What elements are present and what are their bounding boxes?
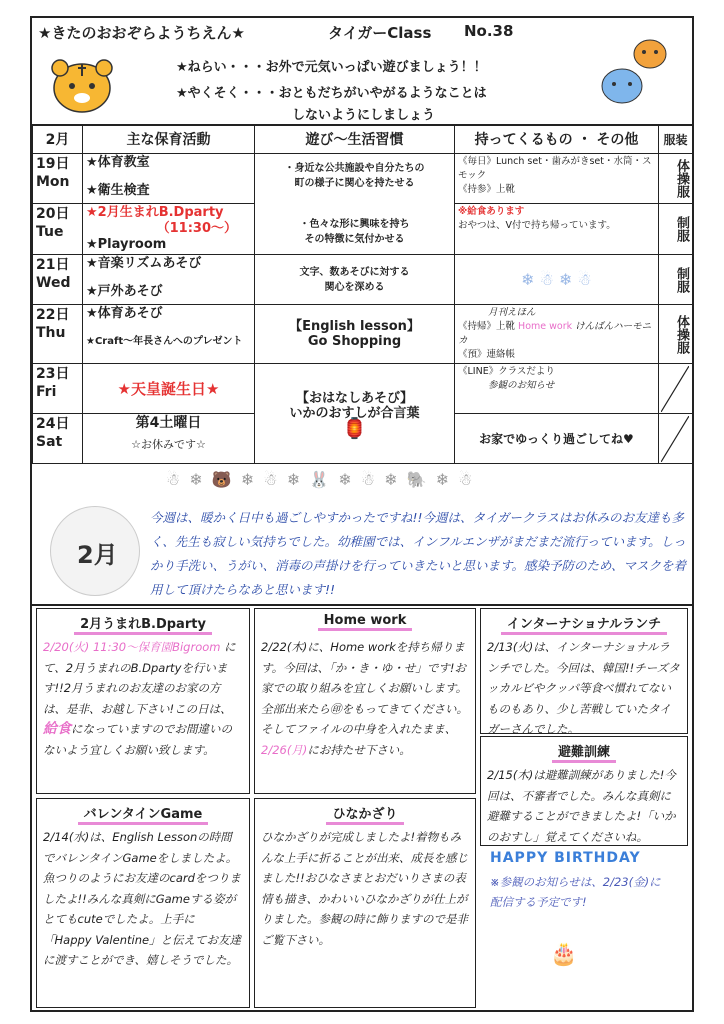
month-badge: 2月 (50, 506, 140, 596)
issue-number: No.38 (464, 22, 514, 40)
uniform-cell: 体操服 (659, 154, 693, 204)
aim-text: ★ねらい・・・お外で元気いっぱい遊びましょう！！ (176, 60, 487, 75)
table-row (33, 255, 693, 305)
newsletter-page (30, 16, 694, 1012)
birthday-text: ※参観のお知らせは、2/23(金)に配信する予定です! (490, 875, 661, 909)
bring-header: 持ってくるもの ・ その他 (455, 125, 659, 154)
snowman-garland-icon: ☃ ❄ 🐻 ❄ ☃ ❄ 🐰 ❄ ☃ ❄ 🐘 ❄ ☃ (166, 470, 475, 489)
table-row (33, 154, 693, 204)
promise-text-cont: しないようにしましょう (292, 108, 436, 123)
uniform-cell: 体操服 (659, 305, 693, 364)
day-cell: 20日 Tue (33, 204, 83, 255)
class-name: タイガーClass (328, 24, 432, 42)
bring-cell: お家でゆっくり過ごしてね♥ (455, 414, 659, 464)
uniform-header: 服装 (659, 125, 693, 154)
activity-cell: ★音楽リズムあそび ★戸外あそび (83, 255, 255, 305)
uniform-cell: 制服 (659, 204, 693, 255)
schedule-table (32, 124, 693, 464)
tiger-icon (50, 54, 114, 114)
note-bdparty: 2月うまれB.Dparty 2/20(火) 11:30～保育園Bigroom にて、2月うまれのB.Dpartyを行います!!2月うまれのお友達のお家の方は、是非、お越し下さい!この日は、給食になっていますのでお間違いのないよう宜しくお願い致します。 (36, 608, 250, 794)
school-name: ★きたのおおぞらようちえん★ (38, 24, 245, 42)
birthday-title: HAPPY BIRTHDAY (490, 850, 641, 866)
activity-cell: ★2月生まれB.Dparty （11:30～） ★Playroom (83, 204, 255, 255)
bring-cell: 《LINE》クラスだより 参観のお知らせ (455, 364, 659, 414)
uniform-cell (659, 414, 693, 464)
weekly-message (32, 458, 692, 606)
note-international-lunch: インターナショナルランチ 2/13(火)は、インターナショナルランチでした。今回は、韓国!!チーズタッカルビやクッパ等食べ慣れてないものもあり、少し苦戦していたタイガーさんでした。 (480, 608, 688, 734)
activity-cell: ★体育教室 ★衛生検査 (83, 154, 255, 204)
day-cell: 24日 Sat (33, 414, 83, 464)
cake-icon: 🎂 (550, 942, 578, 967)
life-habits-header: 遊び～生活習慣 (255, 125, 455, 154)
table-header-row (33, 125, 693, 154)
note-valentine-game: バレンタインGame 2/14(水)は、English Lessonの時間でバレンタインGameをしましたよ。魚つりのようにお友達のcardをつりましたよ!!みんな真剣にGameする姿がとてもcuteでしたよ。上手に「Happy Valentine」と伝えてお友達に渡すことができ、嬉しそうでした。 (36, 798, 250, 1008)
life-cell: 【English lesson】 Go Shopping (255, 305, 455, 364)
activities-header: 主な保育活動 (83, 125, 255, 154)
birthday-box (480, 846, 688, 1008)
day-cell: 22日 Thu (33, 305, 83, 364)
holiday-cell: ★天皇誕生日★ (83, 364, 255, 414)
bring-cell: ❄ ☃ ❄ ☃ (455, 255, 659, 305)
life-cell: ・身近な公共施設や自分たちの 町の様子に関心を持たせる ・色々な形に興味を持ち その特徴に気付かせる (255, 154, 455, 255)
day-cell: 19日 Mon (33, 154, 83, 204)
message-text: 今週は、暖かく日中も過ごしやすかったですね!!今週は、タイガークラスはお休みのお友達も多く、先生も寂しい気持ちでした。幼稚園では、インフルエンザがまだまだ流行っています。しっかり手洗い、うがい、消毒の声掛けを行っていきたいと思います。感染予防のため、マスクを着用して頂けたらなあと思います!! (150, 510, 687, 597)
table-row (33, 364, 693, 414)
table-row (33, 305, 693, 364)
promise-text: ★やくそく・・・おともだちがいやがるようなことは (176, 86, 487, 101)
activity-cell: ★体育あそび ★Craft～年長さんへのプレゼント (83, 305, 255, 364)
life-cell: 【おはなしあそび】 いかのおすしが合言葉 🏮 (255, 364, 455, 464)
bring-cell: ※給食あります おやつは、V付で持ち帰っています。 (455, 204, 659, 255)
note-hinakazari: ひなかざり ひなかざりが完成しましたよ!着物もみんな上手に折ることが出来、成長を感じました!!おひなさまとおだいりさまの表情も描き、かわいいひなかざりが仕上がりました。参観の時に飾りますので是非ご覧下さい。 (254, 798, 476, 1008)
month-header: 2月 (33, 125, 83, 154)
day-cell: 21日 Wed (33, 255, 83, 305)
activity-cell: 第4土曜日 ☆お休みです☆ (83, 414, 255, 464)
note-homework: Home work 2/22(木)に、Home workを持ち帰ります。今回は、「か・き・ゆ・せ」です!お家での取り組みを宜しくお願いします。全部出来たら㊞をもってきてください。そしてファイルの中身を入れたまま、2/26(月)にお持たせ下さい。 (254, 608, 476, 794)
life-cell: 文字、数あそびに対する 関心を深める (255, 255, 455, 305)
bring-cell: 月刊えほん 《持帰》上靴 Home work けんばんハーモニカ 《預》連絡帳 (455, 305, 659, 364)
header (32, 18, 692, 126)
bring-cell: 《毎日》Lunch set・歯みがきset・水筒・スモック 《持参》上靴 (455, 154, 659, 204)
animal-friends-icon (592, 26, 682, 116)
day-cell: 23日 Fri (33, 364, 83, 414)
uniform-cell: 制服 (659, 255, 693, 305)
note-evacuation-drill: 避難訓練 2/15(木)は避難訓練がありました!今回は、不審者でした。みんな真剣に避難することができましたよ!「いかのおすし」覚えてくださいね。 (480, 736, 688, 846)
uniform-cell (659, 364, 693, 414)
